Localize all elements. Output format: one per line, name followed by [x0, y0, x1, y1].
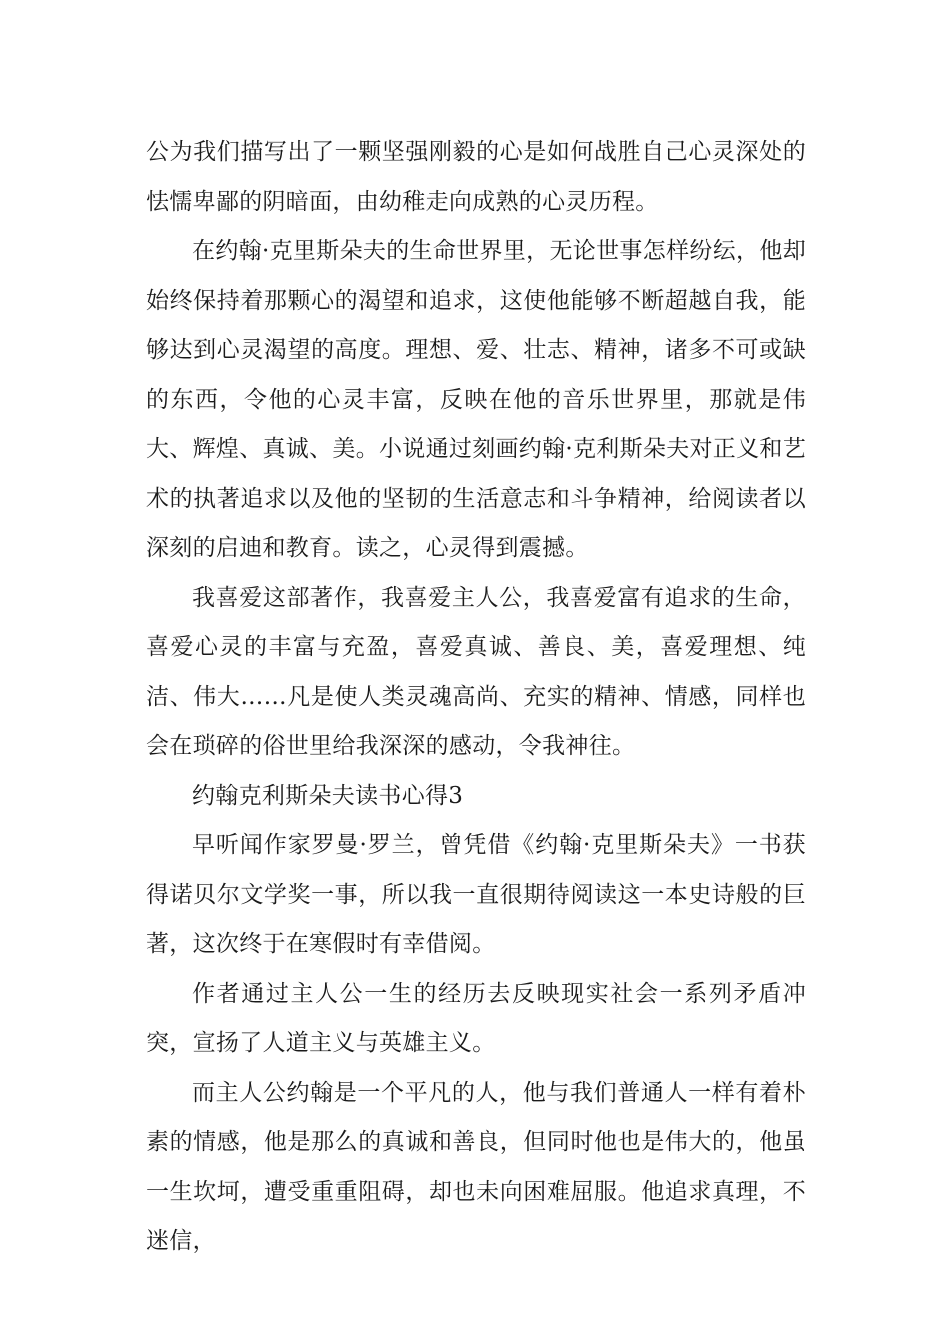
document-page — [146, 128, 806, 1267]
paragraph-6: 而主人公约翰是一个平凡的人，他与我们普通人一样有着朴素的情感，他是那么的真诚和善良，但同时他也是伟大的，他虽一生坎坷，遭受重重阻碍，却也未向困难屈服。他追求真理，不迷信， — [146, 1079, 806, 1254]
section-heading: 约翰克利斯朵夫读书心得3 — [192, 782, 464, 809]
paragraph-4: 早听闻作家罗曼·罗兰，曾凭借《约翰·克里斯朵夫》一书获得诺贝尔文学奖一事，所以我一直很期待阅读这一本史诗般的巨著，这次终于在寒假时有幸借阅。 — [146, 832, 806, 957]
paragraph-1: 公为我们描写出了一颗坚强刚毅的心是如何战胜自己心灵深处的怯懦卑鄙的阴暗面，由幼稚走向成熟的心灵历程。 — [146, 139, 806, 215]
paragraph-5: 作者通过主人公一生的经历去反映现实社会一系列矛盾冲突，宣扬了人道主义与英雄主义。 — [146, 980, 806, 1056]
paragraph-3: 我喜爱这部著作，我喜爱主人公，我喜爱富有追求的生命，喜爱心灵的丰富与充盈，喜爱真诚、善良、美，喜爱理想、纯洁、伟大……凡是使人类灵魂高尚、充实的精神、情感，同样也会在琐碎的俗世里给我深深的感动，令我神往。 — [146, 584, 806, 759]
paragraph-2: 在约翰·克里斯朵夫的生命世界里，无论世事怎样纷纭，他却始终保持着那颗心的渴望和追求，这使他能够不断超越自我，能够达到心灵渴望的高度。理想、爱、壮志、精神，诸多不可或缺的东西，令他的心灵丰富，反映在他的音乐世界里，那就是伟大、辉煌、真诚、美。小说通过刻画约翰·克利斯朵夫对正义和艺术的执著追求以及他的坚韧的生活意志和斗争精神，给阅读者以深刻的启迪和教育。读之，心灵得到震撼。 — [146, 238, 807, 561]
